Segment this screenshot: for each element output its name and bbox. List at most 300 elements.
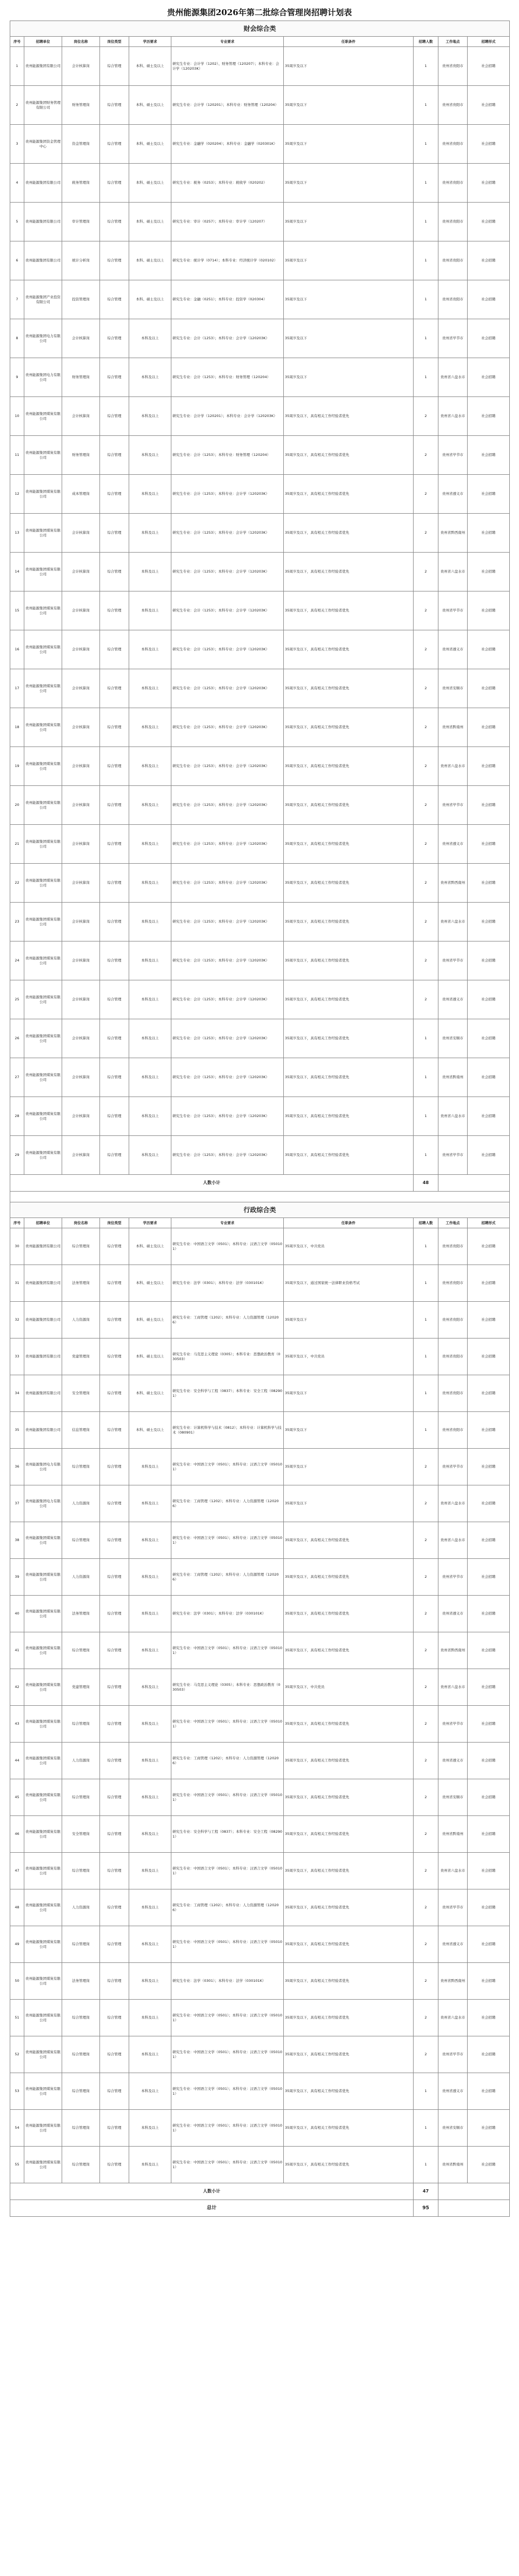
table-row xyxy=(10,553,510,591)
cell-no: 5 xyxy=(10,203,24,241)
section-title: 财会综合类 xyxy=(10,21,510,37)
cell-type: 综合管理 xyxy=(100,1522,129,1559)
cell-mode: 社会招聘 xyxy=(468,553,510,591)
cell-post: 统计分析岗 xyxy=(62,241,100,280)
cell-unit: 贵州能源集团煤炭有限公司 xyxy=(24,2147,62,2183)
cell-edu: 本科及以上 xyxy=(129,514,171,553)
cell-unit: 贵州能源集团煤炭有限公司 xyxy=(24,825,62,864)
cell-req: 35周岁及以下，具有相关工作经验者优先 xyxy=(284,903,414,941)
cell-major: 研究生专业：工商管理（1202）；本科专业：人力资源管理（120206） xyxy=(171,1485,284,1522)
table-row xyxy=(10,1522,510,1559)
cell-major: 研究生专业：会计学（1202）、财务管理（120207）；本科专业：会计学（120203K） xyxy=(171,47,284,86)
cell-no: 18 xyxy=(10,708,24,747)
cell-unit: 贵州能源集团煤炭有限公司 xyxy=(24,1019,62,1058)
cell-mode: 社会招聘 xyxy=(468,1632,510,1669)
cell-req: 35周岁及以下 xyxy=(284,164,414,203)
cell-no: 11 xyxy=(10,436,24,475)
cell-edu: 本科及以上 xyxy=(129,2073,171,2110)
cell-type: 综合管理 xyxy=(100,1632,129,1669)
cell-unit: 贵州能源集团煤炭有限公司 xyxy=(24,669,62,708)
cell-type: 综合管理 xyxy=(100,1559,129,1596)
cell-type: 综合管理 xyxy=(100,669,129,708)
cell-place: 贵州省安顺市 xyxy=(438,1019,468,1058)
cell-mode: 社会招聘 xyxy=(468,397,510,436)
cell-post: 会计核算岗 xyxy=(62,1097,100,1136)
cell-count: 2 xyxy=(414,1632,438,1669)
cell-edu: 本科及以上 xyxy=(129,2036,171,2073)
cell-major: 研究生专业：中国语言文学（0501）；本科专业：汉语言文学（050101） xyxy=(171,2147,284,2183)
cell-count: 2 xyxy=(414,553,438,591)
cell-type: 综合管理 xyxy=(100,980,129,1019)
cell-count: 1 xyxy=(414,164,438,203)
cell-place: 贵州省遵义市 xyxy=(438,1926,468,1963)
cell-type: 综合管理 xyxy=(100,903,129,941)
cell-count: 2 xyxy=(414,747,438,786)
cell-unit: 贵州能源集团煤炭有限公司 xyxy=(24,1058,62,1097)
cell-place: 贵州省黔西南州 xyxy=(438,514,468,553)
cell-mode: 社会招聘 xyxy=(468,514,510,553)
column-header: 招聘人数 xyxy=(414,1218,438,1228)
cell-mode: 社会招聘 xyxy=(468,1963,510,2000)
cell-major: 研究生专业：会计（1253）；本科专业：会计学（120203K） xyxy=(171,1136,284,1175)
cell-no: 49 xyxy=(10,1926,24,1963)
cell-type: 综合管理 xyxy=(100,1302,129,1339)
cell-major: 研究生专业：中国语言文学（0501）；本科专业：汉语言文学（050101） xyxy=(171,1632,284,1669)
cell-place: 贵州省毕节市 xyxy=(438,1889,468,1926)
cell-place: 贵州省贵阳市 xyxy=(438,1339,468,1375)
cell-place: 贵州省安顺市 xyxy=(438,669,468,708)
cell-edu: 本科及以上 xyxy=(129,1779,171,1816)
cell-edu: 本科、硕士及以上 xyxy=(129,1412,171,1449)
cell-unit: 贵州能源集团煤炭有限公司 xyxy=(24,1596,62,1632)
cell-no: 35 xyxy=(10,1412,24,1449)
cell-mode: 社会招聘 xyxy=(468,1412,510,1449)
cell-no: 45 xyxy=(10,1779,24,1816)
cell-place: 贵州省黔南州 xyxy=(438,2147,468,2183)
cell-place: 贵州省六盘水市 xyxy=(438,397,468,436)
cell-edu: 本科及以上 xyxy=(129,941,171,980)
cell-type: 综合管理 xyxy=(100,241,129,280)
cell-mode: 社会招聘 xyxy=(468,436,510,475)
cell-major: 研究生专业：工商管理（1202）；本科专业：人力资源管理（120206） xyxy=(171,1889,284,1926)
cell-req: 35周岁及以下，具有相关工作经验者优先 xyxy=(284,747,414,786)
cell-place: 贵州省贵阳市 xyxy=(438,47,468,86)
cell-edu: 本科、硕士及以上 xyxy=(129,241,171,280)
cell-major: 研究生专业：审计（0257）；本科专业：审计学（120207） xyxy=(171,203,284,241)
cell-edu: 本科及以上 xyxy=(129,669,171,708)
column-header: 工作地点 xyxy=(438,37,468,47)
cell-major: 研究生专业：中国语言文学（0501）；本科专业：汉语言文学（050101） xyxy=(171,2000,284,2036)
table-row xyxy=(10,1339,510,1375)
cell-major: 研究生专业：计算机科学与技术（0812）；本科专业：计算机科学与技术（080901） xyxy=(171,1412,284,1449)
cell-count: 1 xyxy=(414,1302,438,1339)
cell-no: 43 xyxy=(10,1706,24,1743)
cell-place: 贵州省黔西南州 xyxy=(438,864,468,903)
cell-type: 综合管理 xyxy=(100,436,129,475)
total-value: 95 xyxy=(414,2200,438,2217)
cell-count: 1 xyxy=(414,1058,438,1097)
cell-post: 党建管理岗 xyxy=(62,1669,100,1706)
cell-req: 35周岁及以下，具有相关工作经验者优先 xyxy=(284,864,414,903)
cell-no: 27 xyxy=(10,1058,24,1097)
cell-no: 8 xyxy=(10,319,24,358)
cell-unit: 贵州能源集团煤炭有限公司 xyxy=(24,2073,62,2110)
cell-unit: 贵州能源集团煤炭有限公司 xyxy=(24,903,62,941)
cell-mode: 社会招聘 xyxy=(468,708,510,747)
cell-mode: 社会招聘 xyxy=(468,1853,510,1889)
cell-no: 37 xyxy=(10,1485,24,1522)
cell-post: 会计核算岗 xyxy=(62,786,100,825)
cell-type: 综合管理 xyxy=(100,1265,129,1302)
cell-place: 贵州省黔西南州 xyxy=(438,1632,468,1669)
cell-edu: 本科及以上 xyxy=(129,1485,171,1522)
cell-major: 研究生专业：会计（1253）；本科专业：会计学（120203K） xyxy=(171,553,284,591)
cell-no: 39 xyxy=(10,1559,24,1596)
cell-count: 2 xyxy=(414,1816,438,1853)
cell-mode: 社会招聘 xyxy=(468,164,510,203)
cell-count: 2 xyxy=(414,903,438,941)
cell-edu: 本科及以上 xyxy=(129,1706,171,1743)
cell-type: 综合管理 xyxy=(100,1019,129,1058)
cell-post: 综合管理岗 xyxy=(62,1706,100,1743)
cell-unit: 贵州能源集团有限公司 xyxy=(24,1302,62,1339)
cell-count: 2 xyxy=(414,1853,438,1889)
cell-count: 1 xyxy=(414,2110,438,2147)
cell-major: 研究生专业：工商管理（1202）；本科专业：人力资源管理（120206） xyxy=(171,1559,284,1596)
cell-edu: 本科、硕士及以上 xyxy=(129,1228,171,1265)
cell-no: 15 xyxy=(10,591,24,630)
section-header-row xyxy=(10,21,510,37)
subtotal-value: 47 xyxy=(414,2183,438,2200)
cell-edu: 本科及以上 xyxy=(129,1669,171,1706)
cell-place: 贵州省遵义市 xyxy=(438,1596,468,1632)
cell-req: 35周岁及以下，具有相关工作经验者优先 xyxy=(284,591,414,630)
cell-major: 研究生专业：会计（1253）；本科专业：会计学（120203K） xyxy=(171,1097,284,1136)
cell-type: 综合管理 xyxy=(100,2036,129,2073)
cell-type: 综合管理 xyxy=(100,2000,129,2036)
cell-unit: 贵州能源集团有限公司 xyxy=(24,1339,62,1375)
cell-post: 财务管理岗 xyxy=(62,436,100,475)
column-header: 序号 xyxy=(10,1218,24,1228)
cell-place: 贵州省贵阳市 xyxy=(438,1302,468,1339)
cell-mode: 社会招聘 xyxy=(468,903,510,941)
cell-post: 法务管理岗 xyxy=(62,1265,100,1302)
cell-count: 1 xyxy=(414,1265,438,1302)
cell-edu: 本科及以上 xyxy=(129,1522,171,1559)
cell-count: 1 xyxy=(414,2147,438,2183)
section-title: 行政综合类 xyxy=(10,1202,510,1218)
table-row xyxy=(10,2147,510,2183)
cell-type: 综合管理 xyxy=(100,2073,129,2110)
cell-place: 贵州省贵阳市 xyxy=(438,125,468,164)
cell-req: 35周岁及以下，中共党员 xyxy=(284,1669,414,1706)
cell-no: 34 xyxy=(10,1375,24,1412)
cell-place: 贵州省毕节市 xyxy=(438,1449,468,1485)
cell-req: 35周岁及以下，具有相关工作经验者优先 xyxy=(284,2110,414,2147)
cell-count: 1 xyxy=(414,1412,438,1449)
cell-mode: 社会招聘 xyxy=(468,1743,510,1779)
cell-type: 综合管理 xyxy=(100,1375,129,1412)
cell-place: 贵州省毕节市 xyxy=(438,319,468,358)
cell-place: 贵州省六盘水市 xyxy=(438,747,468,786)
recruitment-table xyxy=(10,21,510,2217)
cell-no: 41 xyxy=(10,1632,24,1669)
table-row xyxy=(10,397,510,436)
cell-mode: 社会招聘 xyxy=(468,1228,510,1265)
table-row xyxy=(10,475,510,514)
cell-unit: 贵州能源集团煤炭有限公司 xyxy=(24,2110,62,2147)
cell-major: 研究生专业：工商管理（1202）；本科专业：人力资源管理（120206） xyxy=(171,1302,284,1339)
cell-post: 综合管理岗 xyxy=(62,1926,100,1963)
cell-major: 研究生专业：会计（1253）；本科专业：会计学（120203K） xyxy=(171,514,284,553)
cell-mode: 社会招聘 xyxy=(468,786,510,825)
cell-count: 2 xyxy=(414,514,438,553)
cell-edu: 本科及以上 xyxy=(129,591,171,630)
cell-unit: 贵州能源集团煤炭有限公司 xyxy=(24,436,62,475)
cell-major: 研究生专业：会计（1253）；本科专业：会计学（120203K） xyxy=(171,864,284,903)
column-header-row xyxy=(10,37,510,47)
cell-mode: 社会招聘 xyxy=(468,669,510,708)
table-row xyxy=(10,319,510,358)
cell-mode: 社会招聘 xyxy=(468,864,510,903)
cell-req: 35周岁及以下，具有相关工作经验者优先 xyxy=(284,1136,414,1175)
cell-mode: 社会招聘 xyxy=(468,1302,510,1339)
cell-count: 2 xyxy=(414,1779,438,1816)
cell-place: 贵州省贵阳市 xyxy=(438,241,468,280)
cell-no: 10 xyxy=(10,397,24,436)
cell-count: 2 xyxy=(414,708,438,747)
cell-no: 54 xyxy=(10,2110,24,2147)
cell-req: 35周岁及以下，具有相关工作经验者优先 xyxy=(284,1743,414,1779)
cell-post: 综合管理岗 xyxy=(62,2036,100,2073)
cell-mode: 社会招聘 xyxy=(468,1339,510,1375)
cell-req: 35周岁及以下，具有相关工作经验者优先 xyxy=(284,436,414,475)
cell-major: 研究生专业：金融学（020204）；本科专业：金融学（020301K） xyxy=(171,125,284,164)
cell-post: 综合管理岗 xyxy=(62,1228,100,1265)
cell-edu: 本科及以上 xyxy=(129,475,171,514)
cell-post: 会计核算岗 xyxy=(62,747,100,786)
cell-unit: 贵州能源集团煤炭有限公司 xyxy=(24,864,62,903)
cell-post: 人力资源岗 xyxy=(62,1743,100,1779)
cell-unit: 贵州能源集团煤炭有限公司 xyxy=(24,980,62,1019)
cell-post: 综合管理岗 xyxy=(62,2147,100,2183)
cell-edu: 本科及以上 xyxy=(129,397,171,436)
cell-mode: 社会招聘 xyxy=(468,2000,510,2036)
cell-req: 35周岁及以下，具有相关工作经验者优先 xyxy=(284,786,414,825)
table-row xyxy=(10,1136,510,1175)
cell-edu: 本科及以上 xyxy=(129,1743,171,1779)
cell-major: 研究生专业：中国语言文学（0501）；本科专业：汉语言文学（050101） xyxy=(171,1706,284,1743)
cell-count: 2 xyxy=(414,1926,438,1963)
cell-type: 综合管理 xyxy=(100,2147,129,2183)
cell-major: 研究生专业：金融（0251）；本科专业：投资学（020304） xyxy=(171,280,284,319)
cell-no: 52 xyxy=(10,2036,24,2073)
table-row xyxy=(10,1449,510,1485)
cell-count: 1 xyxy=(414,203,438,241)
table-row xyxy=(10,1743,510,1779)
cell-type: 综合管理 xyxy=(100,1449,129,1485)
cell-unit: 贵州能源集团煤炭有限公司 xyxy=(24,1963,62,2000)
cell-type: 综合管理 xyxy=(100,1228,129,1265)
cell-req: 35周岁及以下，具有相关工作经验者优先 xyxy=(284,1097,414,1136)
cell-major: 研究生专业：会计（1253）；本科专业：会计学（120203K） xyxy=(171,669,284,708)
cell-no: 14 xyxy=(10,553,24,591)
cell-unit: 贵州能源集团煤炭有限公司 xyxy=(24,747,62,786)
cell-count: 2 xyxy=(414,980,438,1019)
cell-place: 贵州省贵阳市 xyxy=(438,86,468,125)
cell-place: 贵州省贵阳市 xyxy=(438,280,468,319)
cell-edu: 本科、硕士及以上 xyxy=(129,164,171,203)
cell-edu: 本科及以上 xyxy=(129,864,171,903)
cell-unit: 贵州能源集团煤炭有限公司 xyxy=(24,1632,62,1669)
cell-type: 综合管理 xyxy=(100,630,129,669)
cell-req: 35周岁及以下，具有相关工作经验者优先 xyxy=(284,708,414,747)
cell-type: 综合管理 xyxy=(100,319,129,358)
cell-count: 1 xyxy=(414,241,438,280)
cell-edu: 本科及以上 xyxy=(129,2000,171,2036)
cell-type: 综合管理 xyxy=(100,86,129,125)
cell-req: 35周岁及以下 xyxy=(284,203,414,241)
table-row xyxy=(10,436,510,475)
cell-no: 1 xyxy=(10,47,24,86)
cell-unit: 贵州能源集团产业投资有限公司 xyxy=(24,280,62,319)
cell-count: 2 xyxy=(414,1743,438,1779)
cell-place: 贵州省六盘水市 xyxy=(438,358,468,397)
cell-major: 研究生专业：会计（1253）；本科专业：会计学（120203K） xyxy=(171,980,284,1019)
cell-mode: 社会招聘 xyxy=(468,1019,510,1058)
cell-type: 综合管理 xyxy=(100,825,129,864)
total-row xyxy=(10,2200,510,2217)
table-row xyxy=(10,2073,510,2110)
cell-post: 法务管理岗 xyxy=(62,1963,100,2000)
cell-mode: 社会招聘 xyxy=(468,1449,510,1485)
cell-count: 1 xyxy=(414,1097,438,1136)
cell-req: 35周岁及以下，具有相关工作经验者优先 xyxy=(284,1058,414,1097)
cell-post: 综合管理岗 xyxy=(62,1449,100,1485)
cell-place: 贵州省遵义市 xyxy=(438,825,468,864)
table-row xyxy=(10,630,510,669)
cell-req: 35周岁及以下 xyxy=(284,280,414,319)
cell-mode: 社会招聘 xyxy=(468,1136,510,1175)
cell-unit: 贵州能源集团有限公司 xyxy=(24,203,62,241)
cell-post: 会计核算岗 xyxy=(62,708,100,747)
cell-major: 研究生专业：会计（1253）；本科专业：会计学（120203K） xyxy=(171,903,284,941)
cell-req: 35周岁及以下，具有相关工作经验者优先 xyxy=(284,2000,414,2036)
cell-unit: 贵州能源集团煤炭有限公司 xyxy=(24,1889,62,1926)
table-row xyxy=(10,1596,510,1632)
cell-req: 35周岁及以下，具有相关工作经验者优先 xyxy=(284,2073,414,2110)
cell-count: 1 xyxy=(414,47,438,86)
column-header: 招聘形式 xyxy=(468,1218,510,1228)
cell-post: 安全管理岗 xyxy=(62,1816,100,1853)
cell-count: 2 xyxy=(414,941,438,980)
cell-major: 研究生专业：会计（1253）；本科专业：会计学（120203K） xyxy=(171,1058,284,1097)
cell-place: 贵州省六盘水市 xyxy=(438,553,468,591)
cell-no: 4 xyxy=(10,164,24,203)
cell-mode: 社会招聘 xyxy=(468,1522,510,1559)
cell-no: 53 xyxy=(10,2073,24,2110)
cell-mode: 社会招聘 xyxy=(468,2147,510,2183)
cell-no: 28 xyxy=(10,1097,24,1136)
cell-req: 35周岁及以下，具有相关工作经验者优先 xyxy=(284,514,414,553)
cell-type: 综合管理 xyxy=(100,786,129,825)
cell-count: 2 xyxy=(414,630,438,669)
cell-req: 35周岁及以下 xyxy=(284,1485,414,1522)
cell-edu: 本科及以上 xyxy=(129,1816,171,1853)
cell-major: 研究生专业：中国语言文学（0501）；本科专业：汉语言文学（050101） xyxy=(171,1522,284,1559)
table-row xyxy=(10,514,510,553)
cell-edu: 本科及以上 xyxy=(129,786,171,825)
cell-type: 综合管理 xyxy=(100,1816,129,1853)
cell-place: 贵州省贵阳市 xyxy=(438,164,468,203)
cell-req: 35周岁及以下，具有相关工作经验者优先 xyxy=(284,1816,414,1853)
cell-req: 35周岁及以下 xyxy=(284,1449,414,1485)
cell-unit: 贵州能源集团煤炭有限公司 xyxy=(24,475,62,514)
cell-edu: 本科及以上 xyxy=(129,1449,171,1485)
cell-req: 35周岁及以下，中共党员 xyxy=(284,1339,414,1375)
table-row xyxy=(10,1375,510,1412)
cell-no: 40 xyxy=(10,1596,24,1632)
table-row xyxy=(10,1779,510,1816)
cell-type: 综合管理 xyxy=(100,1596,129,1632)
cell-mode: 社会招聘 xyxy=(468,1485,510,1522)
cell-place: 贵州省毕节市 xyxy=(438,436,468,475)
cell-type: 综合管理 xyxy=(100,514,129,553)
cell-edu: 本科及以上 xyxy=(129,1097,171,1136)
cell-edu: 本科及以上 xyxy=(129,1596,171,1632)
column-header-row xyxy=(10,1218,510,1228)
cell-mode: 社会招聘 xyxy=(468,1816,510,1853)
section-header-row xyxy=(10,1202,510,1218)
cell-mode: 社会招聘 xyxy=(468,47,510,86)
cell-no: 3 xyxy=(10,125,24,164)
cell-unit: 贵州能源集团煤炭有限公司 xyxy=(24,1853,62,1889)
cell-req: 35周岁及以下，具有相关工作经验者优先 xyxy=(284,553,414,591)
cell-place: 贵州省六盘水市 xyxy=(438,1669,468,1706)
cell-major: 研究生专业：中国语言文学（0501）；本科专业：汉语言文学（050101） xyxy=(171,1228,284,1265)
cell-no: 44 xyxy=(10,1743,24,1779)
cell-edu: 本科及以上 xyxy=(129,1853,171,1889)
table-row xyxy=(10,747,510,786)
table-row xyxy=(10,1632,510,1669)
table-row xyxy=(10,164,510,203)
cell-unit: 贵州能源集团有限公司 xyxy=(24,241,62,280)
cell-unit: 贵州能源集团有限公司 xyxy=(24,1265,62,1302)
cell-major: 研究生专业：安全科学与工程（0837）；本科专业：安全工程（082901） xyxy=(171,1816,284,1853)
cell-no: 38 xyxy=(10,1522,24,1559)
cell-mode: 社会招聘 xyxy=(468,2110,510,2147)
table-row xyxy=(10,825,510,864)
cell-req: 35周岁及以下，具有相关工作经验者优先 xyxy=(284,2036,414,2073)
cell-post: 综合管理岗 xyxy=(62,1779,100,1816)
cell-type: 综合管理 xyxy=(100,2110,129,2147)
cell-type: 综合管理 xyxy=(100,47,129,86)
cell-req: 35周岁及以下，通过国家统一法律职业资格考试 xyxy=(284,1265,414,1302)
cell-req: 35周岁及以下 xyxy=(284,1302,414,1339)
cell-type: 综合管理 xyxy=(100,1926,129,1963)
table-row xyxy=(10,2110,510,2147)
cell-count: 2 xyxy=(414,1559,438,1596)
cell-no: 17 xyxy=(10,669,24,708)
cell-type: 综合管理 xyxy=(100,1136,129,1175)
cell-post: 会计核算岗 xyxy=(62,669,100,708)
cell-edu: 本科及以上 xyxy=(129,1632,171,1669)
cell-no: 2 xyxy=(10,86,24,125)
cell-mode: 社会招聘 xyxy=(468,280,510,319)
cell-place: 贵州省毕节市 xyxy=(438,1559,468,1596)
total-label: 总计 xyxy=(10,2200,414,2217)
cell-place: 贵州省黔南州 xyxy=(438,708,468,747)
